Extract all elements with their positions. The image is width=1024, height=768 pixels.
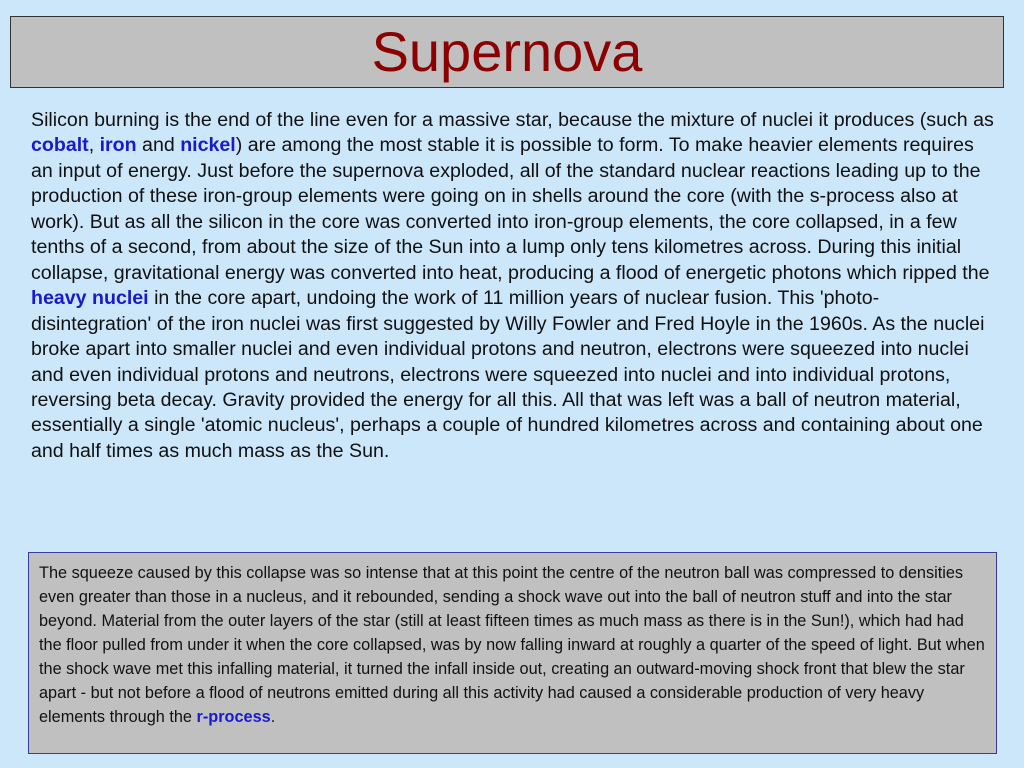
note-paragraph [39,561,987,729]
cobalt-link[interactable]: cobalt [31,134,89,157]
main-text-part-3: in the core apart, undoing the work of 11 million years of nuclear fusion. This 'photo-disintegration' of the iron nuclei was first suggested by Willy Fowler and Fred Hoyle in the 1960s. As the nuclei broke apart into smaller nuclei and even individual protons and neutron, electrons were squeezed into nuclei and even individual protons and neutrons, electrons were squeezed into nuclei and into individual protons, reversing beta decay. Gravity provided the energy for all this. All that was left was a ball of neutron material, essentially a single 'atomic nucleus', perhaps a couple of hundred kilometres across and containing about one and half times as much mass as the Sun. [31,287,985,462]
nickel-link[interactable]: nickel [180,134,236,157]
r-process-link[interactable]: r-process [196,708,271,726]
title-box [10,16,1004,88]
note-text-part-2: . [270,708,276,726]
note-box [28,552,997,754]
slide-title: Supernova [371,20,643,83]
main-text-sep-2: and [136,134,181,157]
note-text-part-1: The squeeze caused by this collapse was so intense that at this point the centre of the neutron ball was compressed to densities even greater than those in a nucleus, and it rebounded, sending a shock wave out into the ball of neutron stuff and into the star beyond. Material from the outer layers of the star (still at least fifteen times as much mass as there is in the Sun!), which had had the floor pulled from under it when the core collapsed, was by now falling inward at roughly a quarter of the speed of light. But when the shock wave met this infalling material, it turned the infall inside out, creating an outward-moving shock front that blew the star apart - but not before a flood of neutrons emitted during all this activity had caused a considerable production of very heavy elements through the [39,564,985,726]
main-text-part-2: ) are among the most stable it is possible to form. To make heavier elements requires an input of energy. Just before the supernova exploded, all of the standard nuclear reactions leading up to the production of these iron-group elements were going on in shells around the core (with the s-process also at work). But as all the silicon in the core was converted into iron-group elements, the core collapsed, in a few tenths of a second, from about the size of the Sun into a lump only tens kilometres across. During this initial collapse, gravitational energy was converted into heat, producing a flood of energetic photons which ripped the [31,134,990,284]
iron-link[interactable]: iron [99,134,137,157]
heavy-nuclei-link[interactable]: heavy nuclei [31,287,149,310]
main-text-part-1: Silicon burning is the end of the line even for a massive star, because the mixture of nuclei it produces (such as [31,109,994,131]
main-paragraph [31,108,999,464]
main-text-sep-1: , [88,134,100,157]
